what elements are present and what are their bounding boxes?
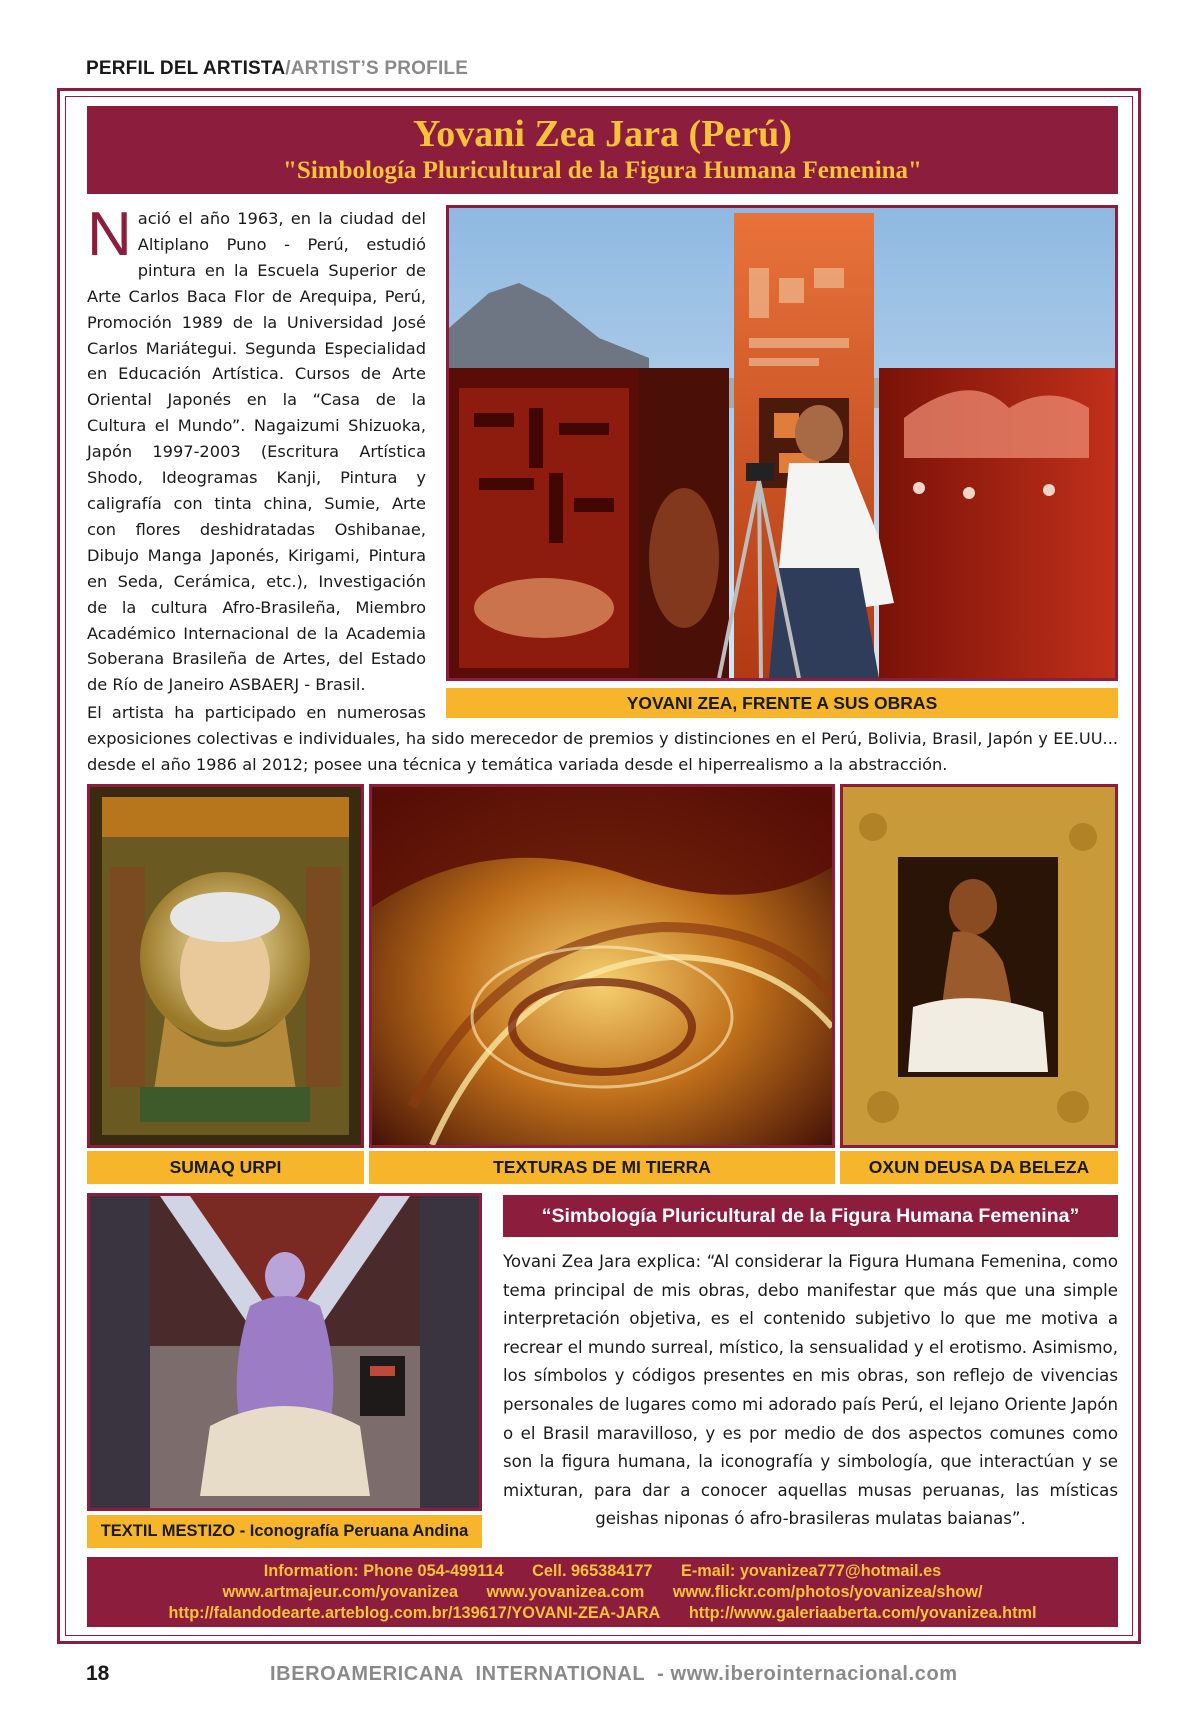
caption-oxun: OXUN DEUSA DA BELEZA bbox=[840, 1151, 1118, 1184]
page-number: 18 bbox=[86, 1662, 110, 1685]
contact-banner bbox=[87, 1557, 1118, 1627]
painting-oxun-deusa-da-beleza bbox=[840, 784, 1118, 1148]
caption-main-photo: YOVANI ZEA, FRENTE A SUS OBRAS bbox=[446, 688, 1118, 718]
link-flickr[interactable]: www.flickr.com/photos/yovanizea/show/ bbox=[672, 1583, 983, 1601]
quote-heading: “Simbología Pluricultural de la Figura Humana Femenina” bbox=[503, 1195, 1118, 1237]
section-label-english: /ARTIST’S PROFILE bbox=[285, 58, 469, 79]
photo-artist-with-works bbox=[446, 205, 1118, 681]
painting-texturas-de-mi-tierra bbox=[369, 784, 835, 1148]
painting-sumaq-urpi bbox=[87, 784, 364, 1148]
article-subtitle: "Simbología Pluricultural de la Figura Humana Femenina" bbox=[283, 157, 922, 184]
link-website[interactable]: www.yovanizea.com bbox=[486, 1583, 645, 1601]
artist-statement-text: Yovani Zea Jara explica: “Al considerar la Figura Humana Femenina, como tema principal de mis obras, debo manifestar que más que una simple interpretación objetiva, es el contenido subjetivo lo que me motiva a recrear el mundo surreal, místico, la sensualidad y el erotismo. Asimismo, los símbolos y códigos presentes en mis obras, son reflejo de vivencias personales de lugares como mi adorado país Perú, el lejano Oriente Japón o el Brasil maravilloso, y es por medio de dos aspectos comunes como son la figura humana, la iconografía y simbología, que interactúan y se mixturan, para dar a conocer aquellas musas peruanas, las místicas geishas niponas ó afro-brasileras mulatas baianas”. bbox=[503, 1252, 1118, 1529]
drop-cap: N bbox=[87, 200, 132, 269]
contact-cell: Cell. 965384177 bbox=[532, 1562, 653, 1580]
title-banner bbox=[87, 106, 1118, 194]
running-header bbox=[86, 58, 468, 80]
caption-sumaq-urpi: SUMAQ URPI bbox=[87, 1151, 364, 1184]
link-artmajeur[interactable]: www.artmajeur.com/yovanizea bbox=[222, 1583, 459, 1601]
caption-texturas: TEXTURAS DE MI TIERRA bbox=[369, 1151, 835, 1184]
link-arteblog[interactable]: http://falandodearte.arteblog.com.br/139617/YOVANI-ZEA-JARA bbox=[168, 1604, 661, 1622]
link-galeria[interactable]: http://www.galeriaaberta.com/yovanizea.html bbox=[688, 1604, 1037, 1622]
magazine-footer: IBEROAMERICANA INTERNATIONAL - www.iberointernacional.com bbox=[270, 1663, 958, 1685]
bio-full-width-text: exposiciones colectivas e individuales, ha sido merecedor de premios y distinciones en el Perú, Bolivia, Brasil, Japón y EE.UU... desde el año 1986 al 2012; posee una técnica y temática variada desde el hiperrealismo a la abstracción. bbox=[87, 729, 1118, 774]
caption-textil-mestizo: TEXTIL MESTIZO - Iconografía Peruana Andina bbox=[87, 1515, 482, 1548]
bio-column bbox=[87, 200, 426, 698]
painting-textil-mestizo bbox=[87, 1193, 482, 1511]
artist-name-title: Yovani Zea Jara (Perú) bbox=[413, 113, 792, 155]
section-label: PERFIL DEL ARTISTA bbox=[86, 58, 286, 79]
bio-text: ació el año 1963, en la ciudad del Altiplano Puno - Perú, estudió pintura en la Escuela Superior de Arte Carlos Baca Flor de Arequipa, Perú, Promoción 1989 de la Universidad José Carlos Mariátegui. Segunda Especialidad en Educación Artística. Cursos de Arte Oriental Japonés en la “Casa de la Cultura el Mundo”. Nagaizumi Shizuoka, Japón 1997-2003 (Escritura Artística Shodo, Ideogramas Kanji, Pintura y caligrafía con tinta china, Sumie, Arte con flores deshidratadas Oshibanae, Dibujo Manga Japonés, Kirigami, Pintura en Seda, Cerámica, etc.), Investigación de la cultura Afro-Brasileña, Miembro Académico Internacional de la Academia Soberana Brasileña de Artes, del Estado de Río de Janeiro ASBAERJ - Brasil. bbox=[87, 209, 426, 695]
bio-continued-line: El artista ha participado en numerosas bbox=[87, 703, 426, 722]
contact-phone: Information: Phone 054-499114 bbox=[263, 1562, 504, 1580]
contact-email[interactable]: E-mail: yovanizea777@hotmail.es bbox=[681, 1562, 942, 1580]
